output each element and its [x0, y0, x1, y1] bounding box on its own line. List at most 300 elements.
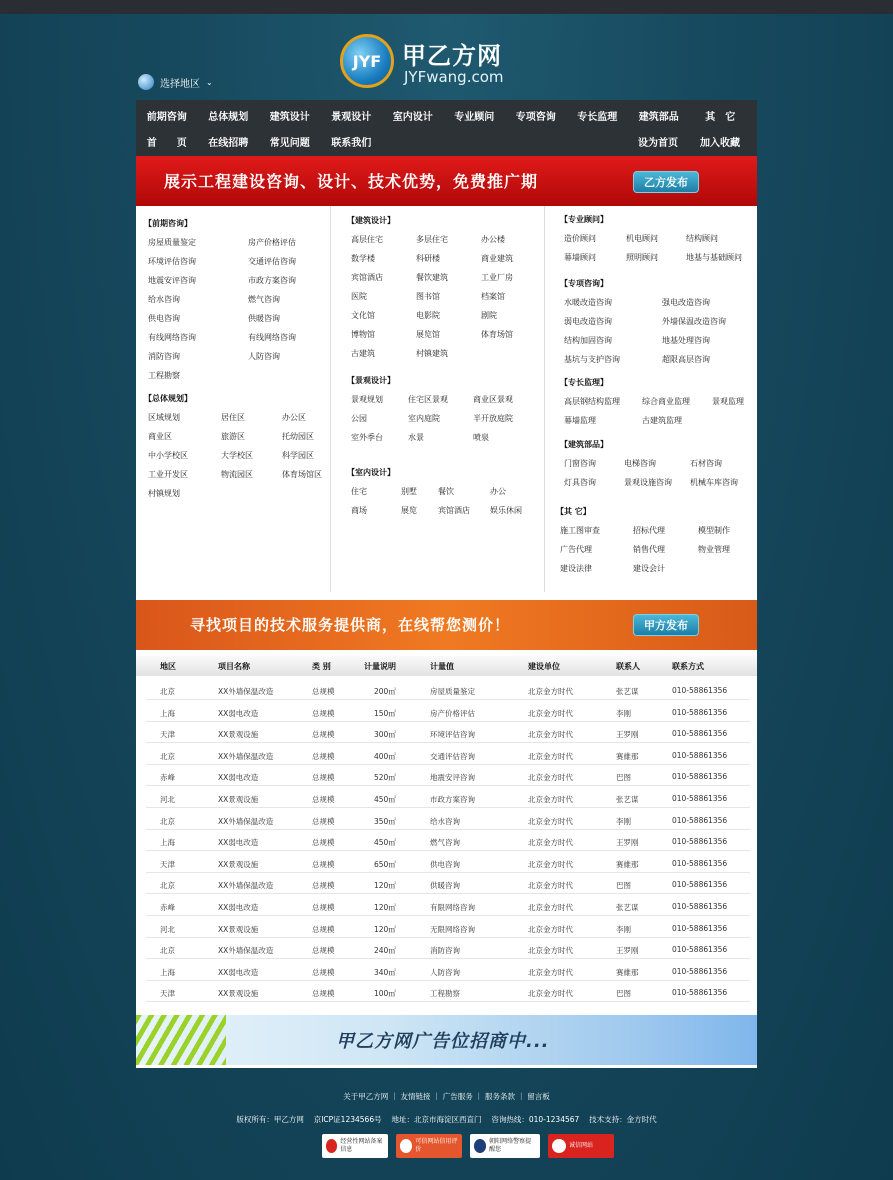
table-cell: 010-58861356: [672, 686, 728, 695]
table-row[interactable]: [146, 744, 750, 765]
table-cell: XX弱电改造: [218, 708, 259, 718]
category-link[interactable]: 住宅区景观: [408, 395, 448, 404]
table-cell: 北京: [160, 751, 175, 761]
table-row[interactable]: [146, 917, 750, 938]
category-link[interactable]: 办公区: [282, 413, 306, 422]
provider-banner: [136, 156, 757, 206]
table-cell: XX景观设施: [218, 859, 259, 869]
table-cell: 上海: [160, 967, 175, 977]
project-table-header: [136, 656, 757, 676]
category-link[interactable]: 房产价格评估: [248, 238, 296, 247]
trust-badges: [322, 1134, 614, 1158]
table-cell: 北京金方时代: [528, 773, 573, 783]
category-link[interactable]: 地基处理咨询: [662, 336, 710, 345]
brand-name: 甲乙方网: [402, 42, 502, 70]
category-link[interactable]: 文化馆: [351, 311, 375, 320]
table-cell: XX外墙保温改造: [218, 946, 274, 956]
table-cell: 120㎡: [374, 924, 396, 934]
category-link[interactable]: 医院: [351, 292, 367, 301]
table-cell: 100㎡: [374, 989, 396, 999]
table-row[interactable]: [146, 830, 750, 851]
chevron-down-icon: ⌄: [206, 77, 213, 87]
category-link[interactable]: 房屋质量鉴定: [148, 238, 196, 247]
category-link[interactable]: 施工图审查: [560, 526, 600, 535]
nav-item[interactable]: 其 它: [705, 111, 736, 123]
category-link[interactable]: 体育场馆区: [282, 470, 322, 479]
trust-badge[interactable]: [322, 1134, 388, 1158]
badge-label: 诚信网站: [569, 1142, 594, 1149]
nav-row-categories: [136, 102, 751, 128]
category-link[interactable]: 住宅: [351, 487, 367, 496]
category-link[interactable]: 科研楼: [416, 254, 440, 263]
nav-item[interactable]: 室内设计: [392, 111, 433, 123]
table-cell: XX外墙保温改造: [218, 881, 274, 891]
table-cell: 总规模: [312, 687, 335, 696]
table-cell: 总规模: [312, 881, 335, 891]
table-cell: 总规模: [312, 838, 335, 848]
table-row[interactable]: [146, 787, 750, 808]
table-cell: 上海: [160, 838, 175, 848]
table-cell: 北京金方时代: [528, 881, 573, 891]
table-row[interactable]: [146, 960, 750, 981]
section-title-zongti: 【总体规划】: [144, 394, 192, 403]
table-cell: 李刚: [616, 924, 631, 934]
table-cell: 北京金方时代: [528, 967, 573, 977]
category-link[interactable]: 别墅: [401, 487, 417, 496]
table-cell: 消防咨询: [430, 946, 460, 956]
section-title-zhuanye: 【专业顾问】: [560, 215, 608, 224]
table-cell: 巴图: [616, 773, 631, 783]
category-link[interactable]: 居住区: [221, 413, 245, 422]
table-cell: 房产价格评估: [430, 708, 475, 718]
ad-text: 甲乙方网广告位招商中...: [336, 1031, 550, 1052]
category-link[interactable]: 有线网络咨询: [248, 333, 296, 342]
table-row[interactable]: [146, 722, 750, 743]
table-cell: XX景观设施: [218, 730, 259, 740]
table-row[interactable]: [146, 981, 750, 1002]
category-link[interactable]: 市政方案咨询: [248, 276, 296, 285]
nav-item[interactable]: 专长监理: [577, 111, 618, 123]
badge-icon: [474, 1139, 486, 1153]
nav-link[interactable]: 首 页: [146, 137, 187, 149]
category-link[interactable]: 机电顾问: [626, 234, 658, 243]
table-cell: 北京金方时代: [528, 989, 573, 999]
nav-item[interactable]: 专业顾问: [454, 111, 495, 123]
badge-label: 可信网站信用评价: [415, 1138, 458, 1153]
table-cell: 赛維那: [616, 967, 639, 977]
top-bar: [0, 0, 893, 14]
section-title-zhuanxiang: 【专项咨询】: [560, 279, 608, 288]
nav-item[interactable]: 建筑设计: [269, 111, 310, 123]
table-cell: 010-58861356: [672, 815, 728, 825]
table-cell: XX景观设施: [218, 795, 259, 804]
category-link[interactable]: 古建筑: [351, 349, 375, 358]
category-link[interactable]: 商场: [351, 506, 367, 515]
column-divider: [544, 206, 545, 592]
category-link[interactable]: 门窗咨询: [564, 459, 596, 468]
table-cell: 340㎡: [374, 967, 396, 977]
nav-link[interactable]: 在线招聘: [208, 137, 249, 149]
table-cell: 010-58861356: [672, 966, 728, 976]
table-cell: 总规模: [312, 751, 335, 761]
category-link[interactable]: 燃气咨询: [248, 295, 280, 304]
table-cell: 010-58861356: [672, 923, 728, 933]
globe-icon: [138, 74, 154, 90]
table-cell: 给水咨询: [430, 816, 460, 826]
category-link[interactable]: 古建筑监理: [642, 416, 682, 425]
table-cell: 工程勘察: [430, 989, 460, 999]
logo-icon: JYF: [340, 34, 394, 88]
category-link[interactable]: 景观监理: [712, 397, 744, 406]
category-directory: [136, 206, 757, 592]
client-banner-text: 寻找项目的技术服务提供商，在线帮您测价！: [190, 616, 511, 634]
category-link[interactable]: 消防咨询: [148, 352, 180, 361]
table-cell: 北京金方时代: [528, 859, 573, 869]
category-link[interactable]: 地基与基础顾问: [686, 253, 742, 262]
table-cell: 王罗刚: [616, 946, 639, 956]
category-link[interactable]: 喷泉: [473, 433, 489, 442]
table-cell: XX外墙保温改造: [218, 687, 274, 696]
table-cell: 总规模: [312, 989, 335, 999]
table-cell: 巴图: [616, 989, 631, 999]
category-link[interactable]: 剧院: [481, 311, 497, 320]
category-link[interactable]: 展览馆: [416, 330, 440, 339]
table-cell: 北京金方时代: [528, 838, 573, 848]
nav-item[interactable]: 前期咨询: [146, 111, 187, 123]
table-cell: 总规模: [312, 924, 335, 934]
category-link[interactable]: 建设会计: [633, 564, 665, 573]
category-link[interactable]: 体育场馆: [481, 330, 513, 339]
category-link[interactable]: 供电咨询: [148, 314, 180, 323]
table-cell: 010-58861356: [672, 707, 728, 717]
category-link[interactable]: 景观设施咨询: [624, 478, 672, 487]
nav-link[interactable]: 设为首页: [638, 137, 678, 149]
table-row[interactable]: [146, 895, 750, 916]
category-link[interactable]: 地震安评咨询: [148, 276, 196, 285]
category-link[interactable]: 超限高层咨询: [662, 355, 710, 364]
table-cell: 北京金方时代: [528, 924, 573, 934]
category-link[interactable]: 餐饮建筑: [416, 273, 448, 282]
table-cell: 北京: [160, 687, 175, 696]
category-link[interactable]: 区域规划: [148, 413, 180, 422]
category-link[interactable]: 人防咨询: [248, 352, 280, 361]
table-cell: 北京金方时代: [528, 687, 573, 696]
table-cell: 总规模: [312, 816, 335, 826]
section-title-qianqi: 【前期咨询】: [144, 219, 192, 228]
category-link[interactable]: 物流园区: [221, 470, 253, 479]
category-link[interactable]: 图书馆: [416, 292, 440, 301]
table-row[interactable]: [146, 679, 750, 700]
category-link[interactable]: 公园: [351, 414, 367, 423]
section-title-jianli: 【专长监理】: [560, 378, 608, 387]
category-link[interactable]: 水景: [408, 433, 424, 442]
table-cell: 天津: [160, 730, 175, 740]
table-cell: 总规模: [312, 903, 335, 912]
table-cell: 010-58861356: [672, 880, 728, 890]
table-cell: 李刚: [616, 708, 631, 718]
provider-banner-text: 展示工程建设咨询、设计、技术优势，免费推广期: [164, 172, 539, 191]
category-link[interactable]: 有线网络咨询: [148, 333, 196, 342]
table-cell: 010-58861356: [672, 729, 728, 739]
column-divider: [330, 206, 331, 592]
category-link[interactable]: 电梯咨询: [624, 459, 656, 468]
table-header-cell: 联系方式: [672, 662, 704, 671]
category-link[interactable]: 机械车库咨询: [690, 478, 738, 487]
nav-item[interactable]: 专项咨询: [515, 111, 556, 123]
category-link[interactable]: 造价顾问: [564, 234, 596, 243]
category-link[interactable]: 模型制作: [698, 526, 730, 535]
category-link[interactable]: 商业区景观: [473, 395, 513, 404]
table-cell: 张艺谋: [616, 903, 639, 912]
table-cell: XX景观设施: [218, 924, 259, 934]
table-cell: 地震安评咨询: [430, 773, 475, 783]
category-link[interactable]: 旅游区: [221, 432, 245, 441]
table-cell: 240㎡: [374, 946, 396, 956]
section-title-bupin: 【建筑部品】: [560, 440, 608, 449]
table-cell: 王罗刚: [616, 838, 639, 848]
table-cell: 王罗刚: [616, 730, 639, 740]
table-cell: 赛維那: [616, 751, 639, 761]
table-cell: XX景观设施: [218, 989, 259, 999]
category-link[interactable]: 物业管理: [698, 545, 730, 554]
table-cell: XX弱电改造: [218, 967, 259, 977]
region-label: 选择地区: [160, 78, 200, 90]
table-cell: 赛維那: [616, 859, 639, 869]
category-link[interactable]: 档案馆: [481, 292, 505, 301]
table-row[interactable]: [146, 765, 750, 786]
table-cell: 北京: [160, 881, 175, 891]
table-cell: 120㎡: [374, 903, 396, 912]
category-link[interactable]: 餐饮: [438, 487, 454, 496]
category-link[interactable]: 商业建筑: [481, 254, 513, 263]
category-link[interactable]: 建设法律: [560, 564, 592, 573]
trust-badge[interactable]: [396, 1134, 462, 1158]
table-cell: 650㎡: [374, 859, 396, 869]
client-publish-button[interactable]: 甲方发布: [633, 614, 699, 636]
badge-icon: [326, 1139, 337, 1153]
category-link[interactable]: 弱电改造咨询: [564, 317, 612, 326]
nav-link[interactable]: 加入收藏: [700, 137, 740, 149]
category-link[interactable]: 工业开发区: [148, 470, 188, 479]
table-cell: XX弱电改造: [218, 903, 259, 912]
main-nav: [136, 100, 757, 156]
category-link[interactable]: 水暖改造咨询: [564, 298, 612, 307]
category-link[interactable]: 供暖咨询: [248, 314, 280, 323]
badge-icon: [400, 1139, 412, 1153]
category-link[interactable]: 基坑与支护咨询: [564, 355, 620, 364]
table-cell: 北京金方时代: [528, 708, 573, 718]
category-link[interactable]: 多层住宅: [416, 235, 448, 244]
nav-item[interactable]: 景观设计: [331, 111, 372, 123]
category-link[interactable]: 综合商业监理: [642, 397, 690, 406]
table-cell: 150㎡: [374, 708, 396, 718]
footer-links[interactable]: 关于甲乙方网 ｜ 友情链接 ｜ 广告服务 ｜ 服务条款 ｜ 留言板: [343, 1092, 550, 1101]
table-row[interactable]: [146, 701, 750, 722]
table-cell: 010-58861356: [672, 945, 728, 955]
category-link[interactable]: 高层住宅: [351, 235, 383, 244]
category-link[interactable]: 村镇建筑: [416, 349, 448, 358]
category-link[interactable]: 环境评估咨询: [148, 257, 196, 266]
table-cell: 无限网络咨询: [430, 924, 475, 934]
category-link[interactable]: 室内庭院: [408, 414, 440, 423]
table-cell: 河北: [160, 924, 175, 934]
table-cell: 总规模: [312, 859, 335, 869]
table-cell: 河北: [160, 795, 175, 804]
nav-item[interactable]: 建筑部品: [638, 111, 679, 123]
table-cell: 张艺谋: [616, 687, 639, 696]
trust-badge[interactable]: [470, 1134, 540, 1158]
footer-info: 版权所有：甲乙方网 京ICP证1234566号 地址：北京市海淀区西直门 咨询热线：010-1234567 技术支持：金方时代: [236, 1115, 657, 1124]
table-cell: 人防咨询: [430, 967, 460, 977]
nav-link[interactable]: 常见问题: [269, 137, 310, 149]
category-link[interactable]: 办公: [490, 487, 506, 496]
ad-decoration: [136, 1015, 226, 1065]
brand-domain: JYFwang.com: [404, 68, 504, 86]
table-cell: 350㎡: [374, 816, 396, 826]
category-link[interactable]: 电影院: [416, 311, 440, 320]
category-link[interactable]: 宾馆酒店: [351, 273, 383, 282]
section-title-jianzhu: 【建筑设计】: [347, 216, 395, 225]
table-cell: 010-58861356: [672, 988, 728, 998]
provider-publish-button[interactable]: 乙方发布: [633, 171, 699, 193]
table-cell: 张艺谋: [616, 795, 639, 804]
category-link[interactable]: 景观规划: [351, 395, 383, 404]
nav-row-utility: [136, 128, 757, 154]
table-cell: 北京金方时代: [528, 751, 573, 761]
ad-banner[interactable]: [136, 1015, 757, 1065]
category-link[interactable]: 结构加固咨询: [564, 336, 612, 345]
category-link[interactable]: 招标代理: [633, 526, 665, 535]
table-cell: 010-58861356: [672, 794, 728, 803]
category-link[interactable]: 石材咨询: [690, 459, 722, 468]
nav-link[interactable]: 联系我们: [331, 137, 372, 149]
table-cell: 450㎡: [374, 795, 396, 804]
table-header-cell: 计量说明: [364, 662, 396, 671]
table-cell: XX外墙保温改造: [218, 751, 274, 761]
category-link[interactable]: 工业厂房: [481, 273, 513, 282]
table-cell: 北京金方时代: [528, 730, 573, 740]
table-cell: 巴图: [616, 881, 631, 891]
table-cell: 520㎡: [374, 773, 396, 783]
category-link[interactable]: 大学校区: [221, 451, 253, 460]
category-link[interactable]: 结构顾问: [686, 234, 718, 243]
table-cell: 赤峰: [160, 773, 175, 783]
table-cell: 010-58861356: [672, 858, 728, 868]
table-cell: 上海: [160, 708, 175, 718]
table-cell: XX外墙保温改造: [218, 816, 274, 826]
table-cell: 北京: [160, 946, 175, 956]
section-title-qita: 【其 它】: [556, 507, 591, 516]
region-selector[interactable]: [138, 74, 213, 90]
table-cell: XX弱电改造: [218, 773, 259, 783]
badge-icon: [552, 1139, 566, 1153]
table-cell: 天津: [160, 859, 175, 869]
table-cell: 010-58861356: [672, 750, 728, 760]
table-cell: 北京金方时代: [528, 795, 573, 804]
table-cell: 总规模: [312, 946, 335, 956]
table-header-cell: 计量值: [430, 662, 454, 671]
table-cell: 北京金方时代: [528, 946, 573, 956]
table-cell: 房屋质量鉴定: [430, 687, 475, 696]
table-cell: 赤峰: [160, 903, 175, 912]
table-row[interactable]: [146, 852, 750, 873]
table-cell: 供电咨询: [430, 859, 460, 869]
nav-item[interactable]: 总体规划: [208, 111, 249, 123]
table-header-cell: 联系人: [616, 662, 640, 671]
table-cell: 北京金方时代: [528, 816, 573, 826]
category-link[interactable]: 村镇规划: [148, 489, 180, 498]
category-link[interactable]: 强电改造咨询: [662, 298, 710, 307]
table-cell: 北京: [160, 816, 175, 826]
table-cell: 总规模: [312, 730, 335, 740]
category-link[interactable]: 半开放庭院: [473, 414, 513, 423]
category-link[interactable]: 高层钢结构监理: [564, 397, 620, 406]
category-link[interactable]: 中小学校区: [148, 451, 188, 460]
category-link[interactable]: 外墙保温改造咨询: [662, 317, 726, 326]
client-banner: [136, 600, 757, 650]
category-link[interactable]: 数学楼: [351, 254, 375, 263]
category-link[interactable]: 博物馆: [351, 330, 375, 339]
category-link[interactable]: 托幼园区: [282, 432, 314, 441]
category-link[interactable]: 销售代理: [633, 545, 665, 554]
category-link[interactable]: 室外季台: [351, 433, 383, 442]
table-header-cell: 类 别: [312, 662, 331, 671]
badge-label: 朝阳网络警察提醒您: [489, 1138, 532, 1153]
category-link[interactable]: 给水咨询: [148, 295, 180, 304]
category-link[interactable]: 照明顾问: [626, 253, 658, 262]
table-cell: XX弱电改造: [218, 838, 259, 848]
table-header-cell: 项目名称: [218, 662, 250, 671]
table-cell: 010-58861356: [672, 902, 728, 911]
site-logo[interactable]: [340, 32, 540, 92]
table-header-cell: 地区: [160, 662, 176, 671]
trust-badge[interactable]: [548, 1134, 614, 1158]
category-link[interactable]: 宾馆酒店: [438, 506, 470, 515]
table-cell: 450㎡: [374, 838, 396, 848]
category-link[interactable]: 商业区: [148, 432, 172, 441]
table-cell: 300㎡: [374, 730, 396, 740]
table-header-cell: 建设单位: [528, 662, 560, 671]
category-link[interactable]: 交通评估咨询: [248, 257, 296, 266]
table-row[interactable]: [146, 938, 750, 959]
table-row[interactable]: [146, 809, 750, 830]
table-cell: 环境评估咨询: [430, 730, 475, 740]
table-cell: 市政方案咨询: [430, 795, 475, 804]
table-cell: 120㎡: [374, 881, 396, 891]
table-cell: 总规模: [312, 967, 335, 977]
category-link[interactable]: 幕墙顾问: [564, 253, 596, 262]
category-link[interactable]: 工程勘察: [148, 371, 180, 380]
table-cell: 燃气咨询: [430, 838, 460, 848]
category-link[interactable]: 幕墙监理: [564, 416, 596, 425]
table-cell: 400㎡: [374, 751, 396, 761]
category-link[interactable]: 办公楼: [481, 235, 505, 244]
section-title-shinei: 【室内设计】: [347, 468, 395, 477]
category-link[interactable]: 展览: [401, 506, 417, 515]
category-link[interactable]: 广告代理: [560, 545, 592, 554]
section-title-jingguan: 【景观设计】: [347, 376, 395, 385]
table-cell: 总规模: [312, 795, 335, 804]
table-cell: 总规模: [312, 708, 335, 718]
table-row[interactable]: [146, 873, 750, 894]
table-cell: 供暖咨询: [430, 881, 460, 891]
category-link[interactable]: 科学园区: [282, 451, 314, 460]
table-cell: 010-58861356: [672, 837, 728, 847]
table-cell: 010-58861356: [672, 772, 728, 782]
category-link[interactable]: 娱乐休闲: [490, 506, 522, 515]
category-link[interactable]: 灯具咨询: [564, 478, 596, 487]
table-cell: 200㎡: [374, 687, 396, 696]
